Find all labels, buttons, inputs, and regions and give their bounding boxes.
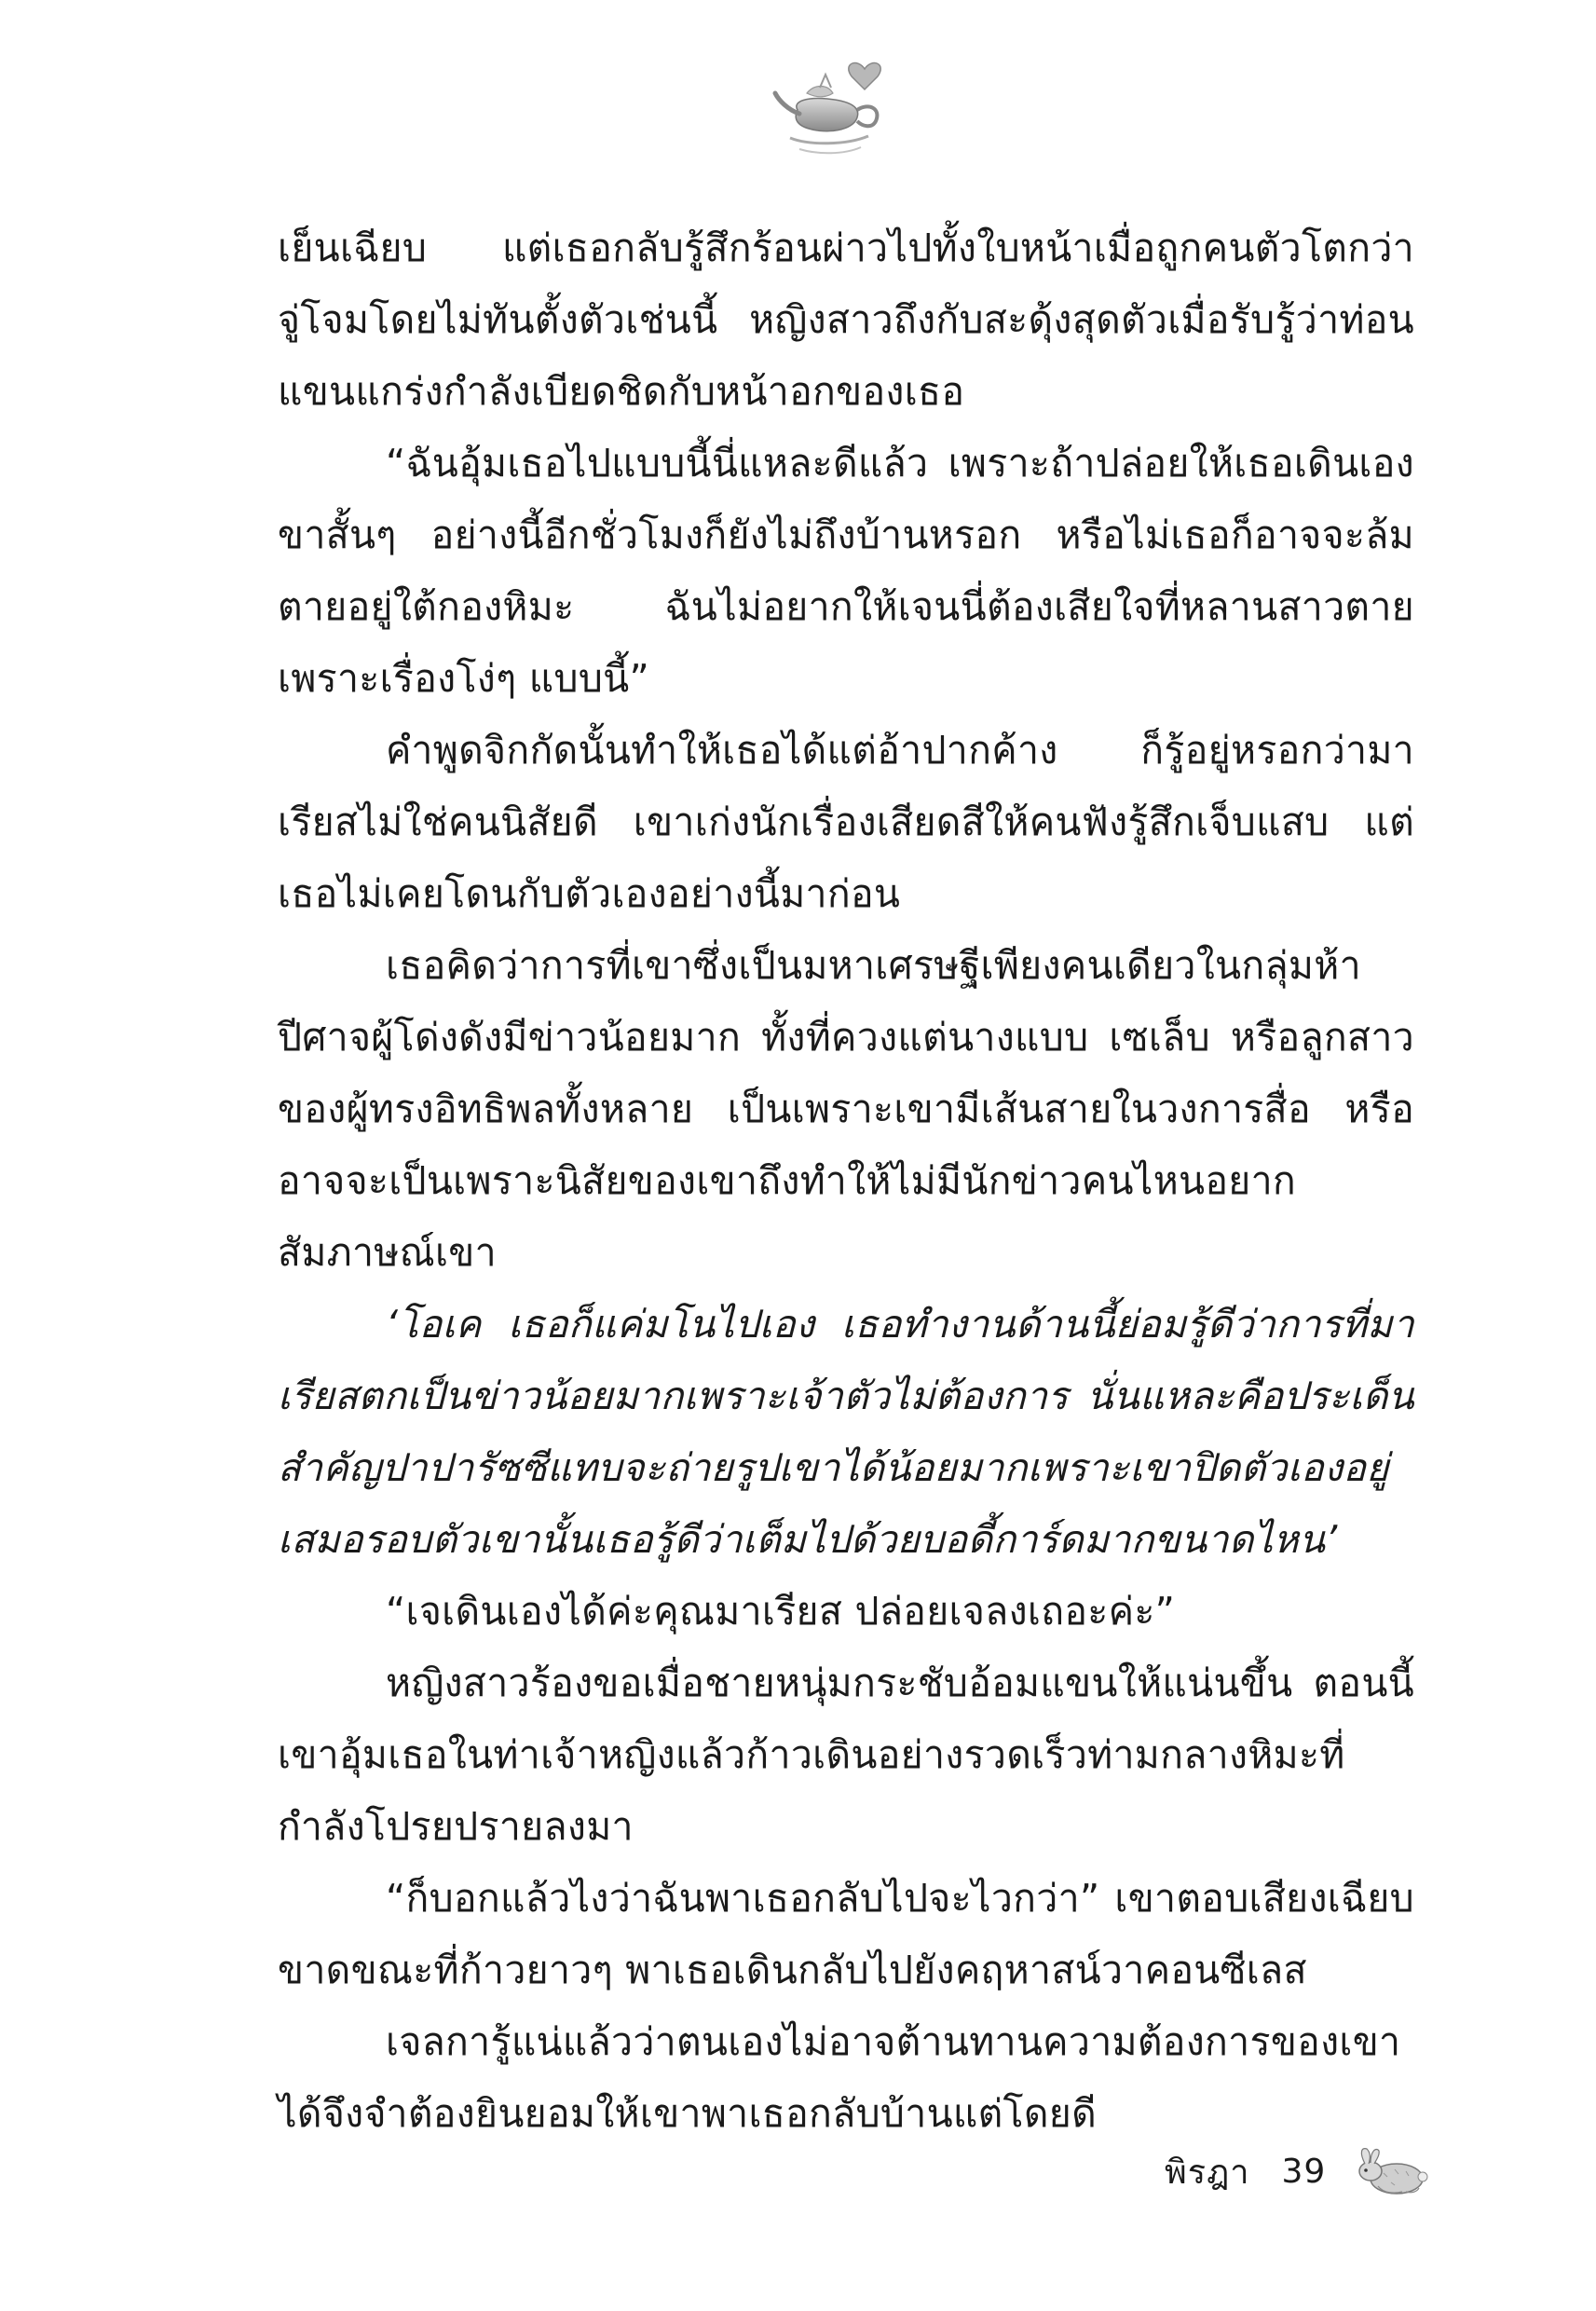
teapot-ornament-icon [771,56,911,168]
paragraph: “ฉันอุ้มเธอไปแบบนี้นี่แหละดีแล้ว เพราะถ้าปล่อยให้เธอเดินเองขาสั้นๆ อย่างนี้อีกชั่วโมงก็ยังไม่ถึงบ้านหรอก หรือไม่เธอก็อาจจะล้มตายอยู่ใต้กองหิมะ ฉันไม่อยากให้เจนนี่ต้องเสียใจที่หลานสาวตายเพราะเรื่องโง่ๆ แบบนี้” [278,441,1414,701]
paragraph: เย็นเฉียบ แต่เธอกลับรู้สึกร้อนผ่าวไปทั้งใบหน้าเมื่อถูกคนตัวโตกว่าจู่โจมโดยไม่ทันตั้งตัวเช่นนี้ หญิงสาวถึงกับสะดุ้งสุดตัวเมื่อรับรู้ว่าท่อนแขนแกร่งกำลังเบียดชิดกับหน้าอกของเธอ [278,226,1414,414]
paragraph: เธอคิดว่าการที่เขาซึ่งเป็นมหาเศรษฐีเพียงคนเดียวในกลุ่มห้าปีศาจผู้โด่งดังมีข่าวน้อยมาก ทั้งที่ควงแต่นางแบบ เซเล็บ หรือลูกสาวของผู้ทรงอิทธิพลทั้งหลาย เป็นเพราะเขามีเส้นสายในวงการสื่อ หรืออาจจะเป็นเพราะนิสัยของเขาถึงทำให้ไม่มีนักข่าวคนไหนอยากสัมภาษณ์เขา [278,943,1414,1275]
author-name: พิรฎา [1165,2153,1250,2192]
paragraph: เจลการู้แน่แล้วว่าตนเองไม่อาจต้านทานความต้องการของเขาได้จึงจำต้องยินยอมให้เขาพาเธอกลับบ้านแต่โดยดี [278,2019,1401,2136]
italic-thought-paragraph: ‘โอเค เธอก็แค่มโนไปเอง เธอทำงานด้านนี้ย่อมรู้ดีว่าการที่มาเรียสตกเป็นข่าวน้อยมากเพราะเจ้าตัวไม่ต้องการ นั่นแหละคือประเด็นสำคัญปาปารัซซีแทบจะถ่ายรูปเขาได้น้อยมากเพราะเขาปิดตัวเองอยู่เสมอรอบตัวเขานั้นเธอรู้ดีว่าเต็มไปด้วยบอดี้การ์ดมากขนาดไหน’ [278,1302,1414,1562]
page-footer [1165,2143,1434,2199]
paragraph: หญิงสาวร้องขอเมื่อชายหนุ่มกระชับอ้อมแขนให้แน่นขึ้น ตอนนี้เขาอุ้มเธอในท่าเจ้าหญิงแล้วก้าวเดินอย่างรวดเร็วท่ามกลางหิมะที่กำลังโปรยปรายลงมา [278,1661,1414,1849]
paragraph: คำพูดจิกกัดนั้นทำให้เธอได้แต่อ้าปากค้าง ก็รู้อยู่หรอกว่ามาเรียสไม่ใช่คนนิสัยดี เขาเก่งนักเรื่องเสียดสีให้คนฟังรู้สึกเจ็บแสบ แต่เธอไม่เคยโดนกับตัวเองอย่างนี้มาก่อน [278,728,1414,916]
rabbit-icon [1350,2145,1434,2197]
page-number: 39 [1281,2152,1327,2191]
page-body [278,212,1414,2150]
paragraph: “เจเดินเองได้ค่ะคุณมาเรียส ปล่อยเจลงเถอะค่ะ” [386,1589,1176,1634]
paragraph: “ก็บอกแล้วไงว่าฉันพาเธอกลับไปจะไวกว่า” เขาตอบเสียงเฉียบขาดขณะที่ก้าวยาวๆ พาเธอเดินกลับไปยังคฤหาสน์วาคอนซีเลส [278,1876,1414,1992]
